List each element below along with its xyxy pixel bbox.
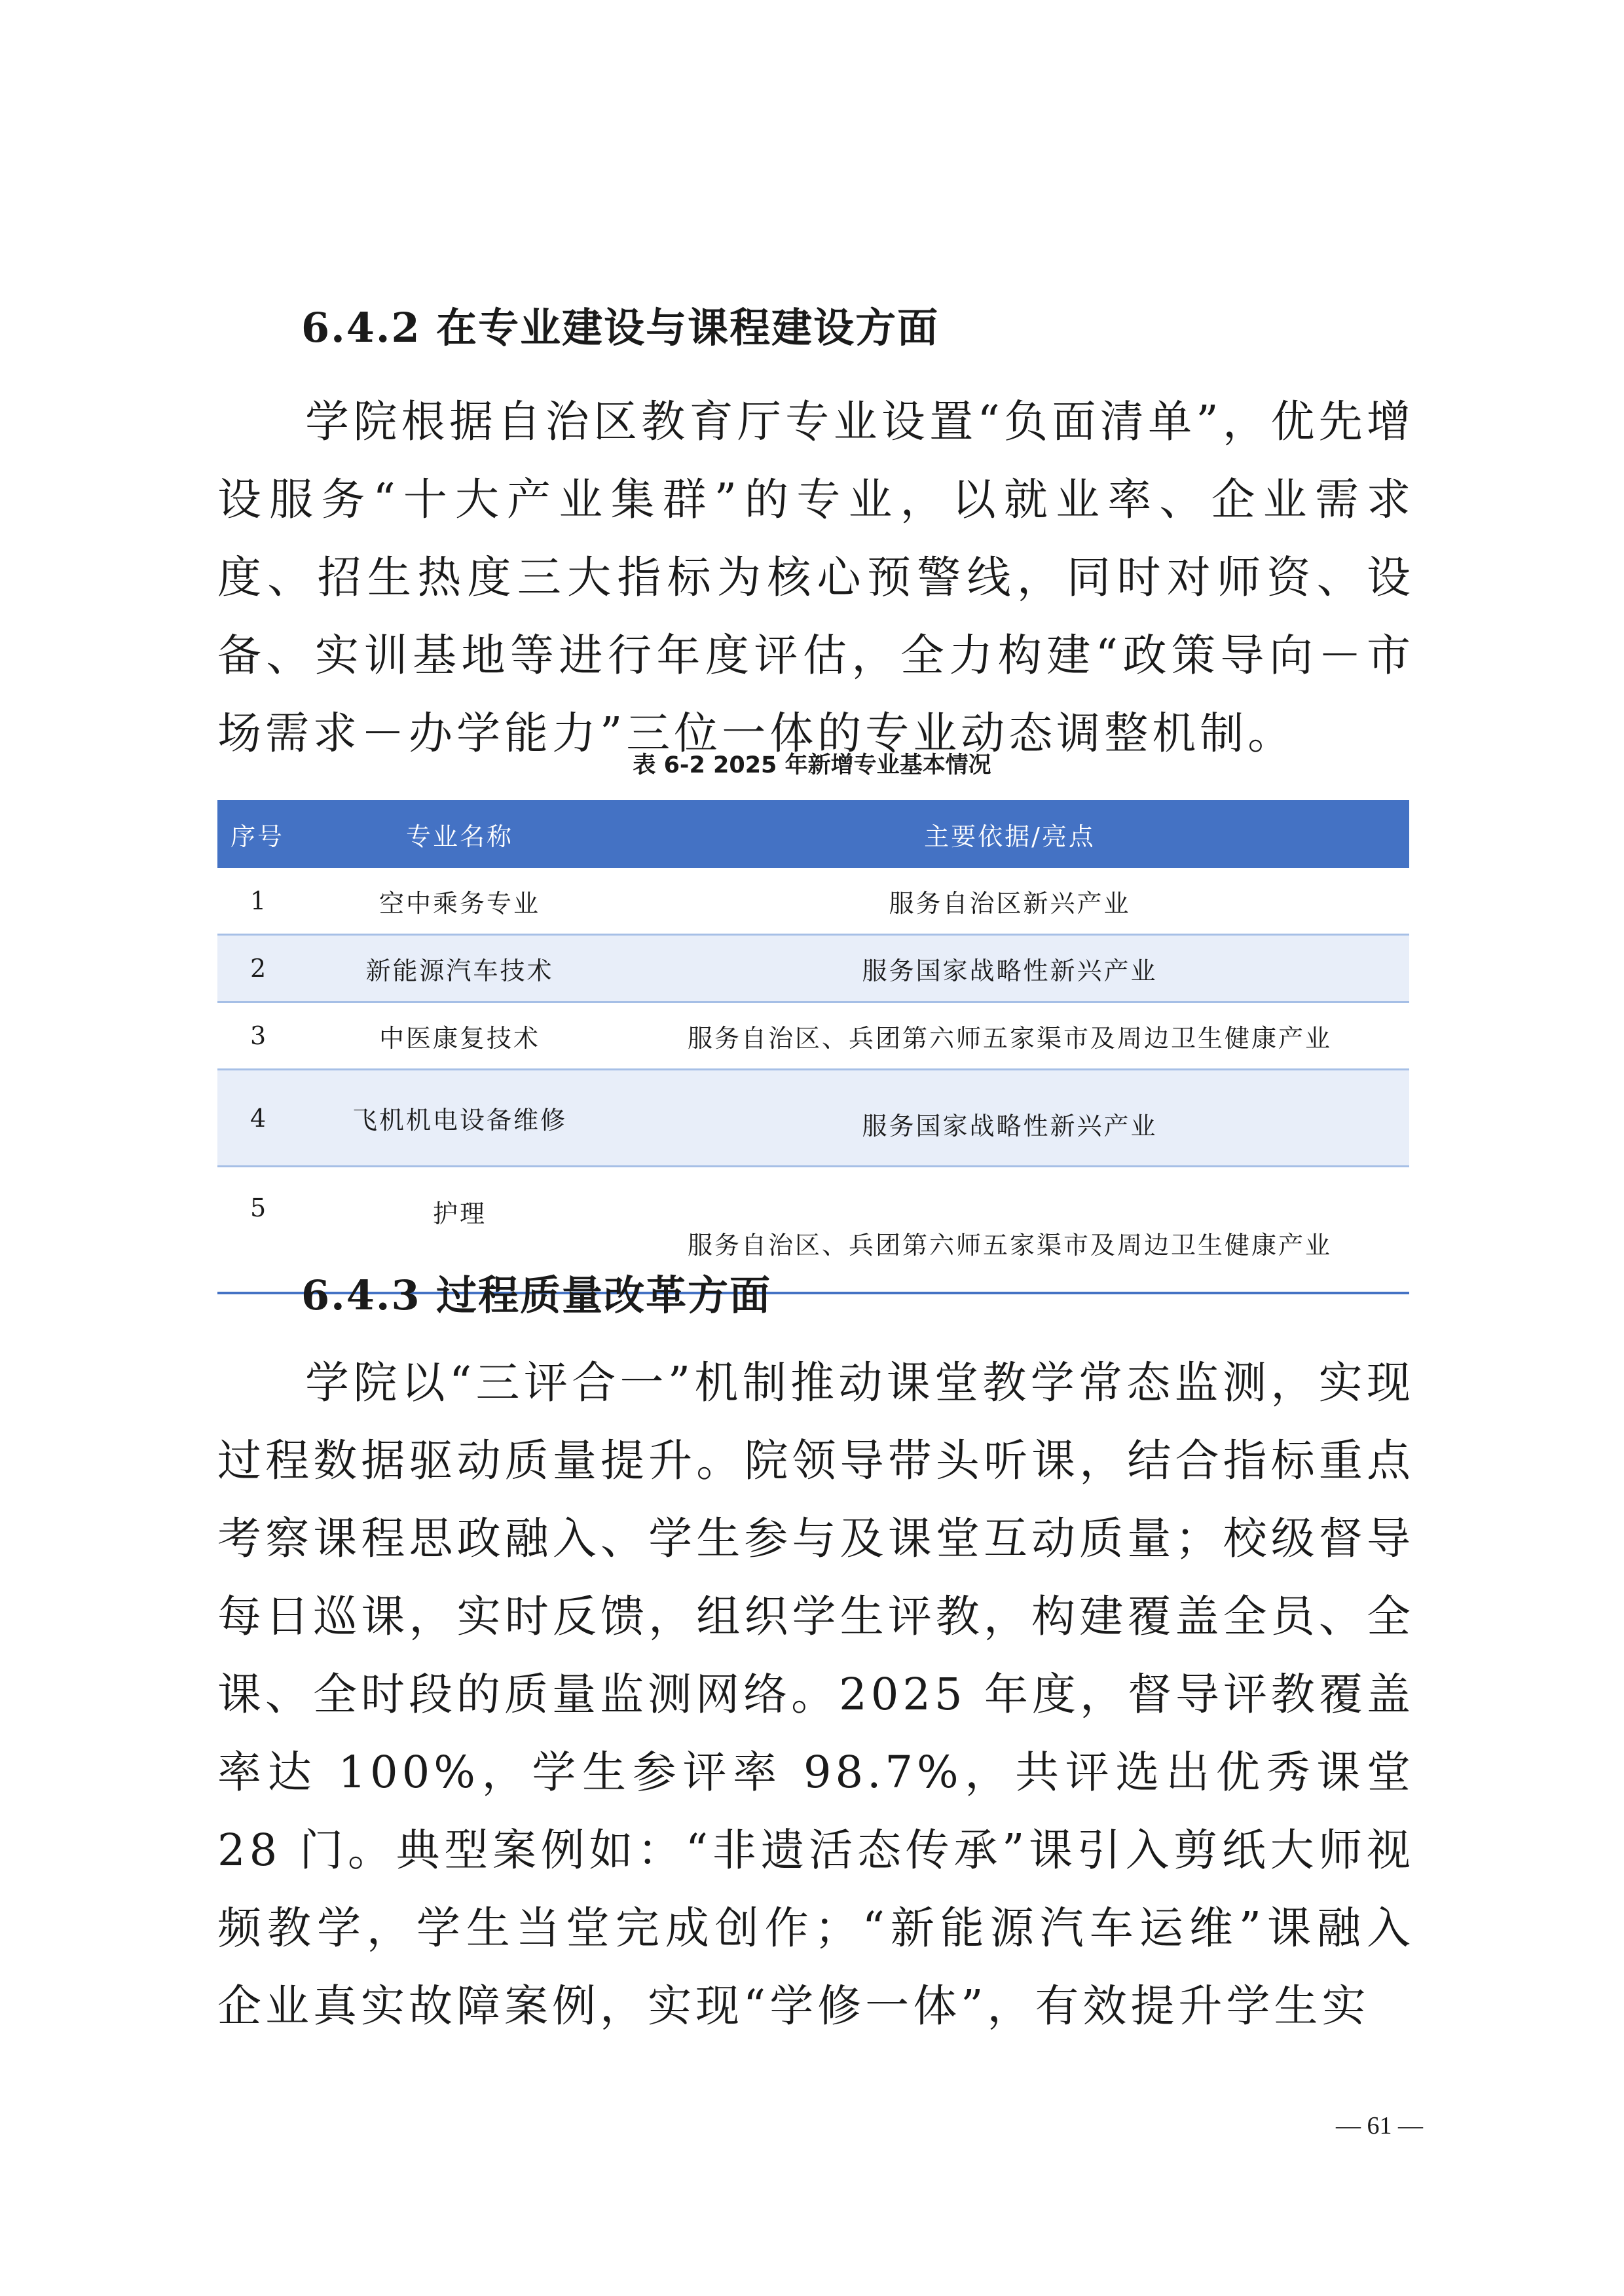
section-paragraph-6-4-2: 学院根据自治区教育厅专业设置“负面清单”，优先增设服务“十大产业集群”的专业，以就业率、企业需求度、招生热度三大指标为核心预警线，同时对师资、设备、实训基地等进行年度评估，全力构建“政策导向－市场需求－办学能力”三位一体的专业动态调整机制。 <box>217 396 1414 759</box>
new-majors-table <box>217 800 1409 1294</box>
row-basis: 服务自治区新兴产业 <box>610 868 1409 935</box>
section-heading-6-4-3: 6.4.3 过程质量改革方面 <box>301 1271 772 1319</box>
column-header-major-name: 专业名称 <box>309 800 610 868</box>
table-row <box>217 935 1409 1002</box>
row-index: 2 <box>217 935 309 1002</box>
row-index: 4 <box>217 1070 309 1167</box>
column-header-basis: 主要依据/亮点 <box>610 800 1409 868</box>
row-major-name: 新能源汽车技术 <box>309 935 610 1002</box>
table-row <box>217 1070 1409 1167</box>
table-row <box>217 1002 1409 1070</box>
section-paragraph-6-4-3: 学院以“三评合一”机制推动课堂教学常态监测，实现过程数据驱动质量提升。院领导带头听课，结合指标重点考察课程思政融入、学生参与及课堂互动质量；校级督导每日巡课，实时反馈，组织学生评教，构建覆盖全员、全课、全时段的质量监测网络。2025 年度，督导评教覆盖率达 100%，学生参评率 98.7%，共评选出优秀课堂 28 门。典型案例如：“非遗活态传承”课引入剪纸大师视频教学，学生当堂完成创作；“新能源汽车运维”课融入企业真实故障案例，实现“学修一体”，有效提升学生实 <box>217 1357 1414 2032</box>
row-index: 3 <box>217 1002 309 1070</box>
row-basis: 服务国家战略性新兴产业 <box>610 1070 1409 1167</box>
row-index: 5 <box>217 1167 309 1294</box>
page-number: — 61 — <box>1336 2112 1423 2140</box>
row-basis: 服务国家战略性新兴产业 <box>610 935 1409 1002</box>
table-header-row <box>217 800 1409 868</box>
row-major-name: 中医康复技术 <box>309 1002 610 1070</box>
row-index: 1 <box>217 868 309 935</box>
table-row <box>217 868 1409 935</box>
column-header-index: 序号 <box>217 800 309 868</box>
row-major-name: 空中乘务专业 <box>309 868 610 935</box>
row-major-name: 护理 <box>309 1167 610 1294</box>
row-basis: 服务自治区、兵团第六师五家渠市及周边卫生健康产业 <box>610 1167 1409 1294</box>
section-heading-6-4-2: 6.4.2 在专业建设与课程建设方面 <box>301 304 940 352</box>
row-major-name: 飞机机电设备维修 <box>309 1070 610 1167</box>
table-caption: 表 6-2 2025 年新增专业基本情况 <box>633 752 991 778</box>
row-basis: 服务自治区、兵团第六师五家渠市及周边卫生健康产业 <box>610 1002 1409 1070</box>
